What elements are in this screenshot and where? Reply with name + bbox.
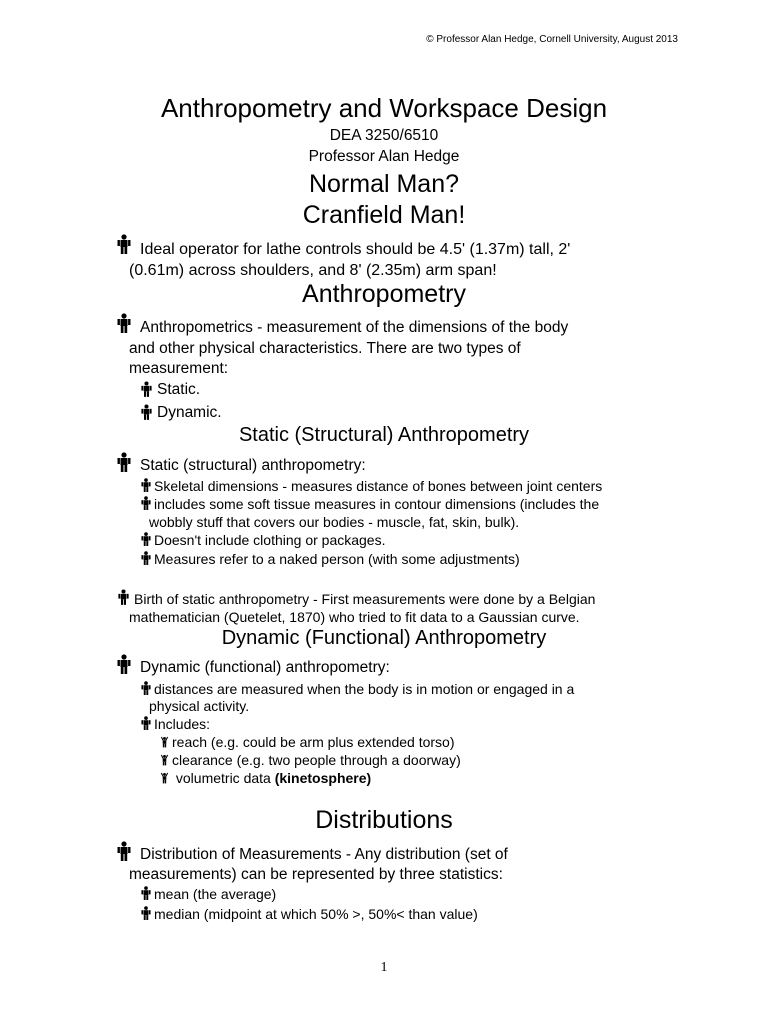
page-title: Anthropometry and Workspace Design: [160, 93, 608, 123]
distribution-mean: mean (the average): [154, 886, 277, 902]
sub-bullet-person-icon: [141, 532, 151, 551]
includes-clearance: clearance (e.g. two people through a doorway): [172, 752, 461, 768]
page-number: 1: [380, 960, 388, 975]
kinetosphere-term: (kinetosphere): [274, 770, 372, 786]
professor-name: Professor Alan Hedge: [308, 148, 460, 165]
heading-cranfield-man: Cranfield Man!: [302, 201, 466, 229]
bullet-person-icon: [117, 234, 131, 260]
volumetric-text: volumetric data: [172, 770, 275, 786]
heading-anthropometry: Anthropometry: [302, 280, 466, 308]
raised-arms-person-icon: [160, 753, 169, 771]
heading-normal-man: Normal Man?: [308, 170, 460, 198]
static-sub-soft-tissue-line-1: includes some soft tissue measures in contour dimensions (includes the: [154, 496, 600, 512]
cranfield-line-1: Ideal operator for lathe controls should be 4.5' (1.37m) tall, 2': [140, 241, 571, 258]
dynamic-sub-distances-line-2: physical activity.: [149, 698, 250, 714]
dynamic-sub-includes: Includes:: [154, 716, 211, 732]
anthropometrics-line-2: and other physical characteristics. There are two types of: [129, 340, 521, 357]
sub-bullet-person-icon: [141, 551, 151, 570]
raised-arms-person-icon: [160, 735, 169, 753]
bullet-person-icon: [117, 841, 131, 866]
anthropometrics-line-3: measurement:: [129, 360, 229, 377]
anthropometrics-line-1: Anthropometrics - measurement of the dimensions of the body: [140, 319, 569, 336]
type-dynamic: Dynamic.: [157, 404, 222, 421]
static-bullet: Static (structural) anthropometry:: [140, 457, 366, 474]
bullet-person-icon: [117, 313, 131, 338]
distributions-line-1: Distribution of Measurements - Any distribution (set of: [140, 846, 508, 863]
sub-bullet-person-icon: [141, 381, 152, 402]
heading-dynamic: Dynamic (Functional) Anthropometry: [221, 627, 547, 649]
includes-volumetric: [172, 769, 371, 787]
course-code: DEA 3250/6510: [329, 127, 439, 144]
bullet-person-icon: [117, 452, 131, 477]
sub-bullet-person-icon: [141, 886, 151, 905]
heading-distributions: Distributions: [315, 806, 453, 834]
static-sub-skeletal: Skeletal dimensions - measures distance of bones between joint centers: [154, 478, 603, 494]
distribution-median: median (midpoint at which 50% >, 50%< than value): [154, 906, 478, 922]
includes-reach: reach (e.g. could be arm plus extended torso): [172, 734, 455, 750]
static-sub-naked-person: Measures refer to a naked person (with some adjustments): [154, 551, 520, 567]
distributions-line-2: measurements) can be represented by three statistics:: [129, 866, 503, 883]
type-static: Static.: [157, 381, 201, 398]
cranfield-line-2: (0.61m) across shoulders, and 8' (2.35m) arm span!: [129, 262, 497, 279]
birth-static-line-2: mathematician (Quetelet, 1870) who tried to fit data to a Gaussian curve.: [129, 609, 580, 625]
bullet-person-icon: [117, 654, 131, 679]
bullet-person-icon: [118, 589, 129, 610]
copyright-header: © Professor Alan Hedge, Cornell University, August 2013: [426, 34, 678, 45]
birth-static-line-1: Birth of static anthropometry - First measurements were done by a Belgian: [134, 591, 596, 607]
dynamic-bullet: Dynamic (functional) anthropometry:: [140, 659, 390, 676]
heading-static: Static (Structural) Anthropometry: [238, 424, 530, 446]
sub-bullet-person-icon: [141, 404, 152, 425]
static-sub-soft-tissue-line-2: wobbly stuff that covers our bodies - muscle, fat, skin, bulk).: [149, 514, 520, 530]
sub-bullet-person-icon: [141, 716, 151, 735]
static-sub-clothing: Doesn't include clothing or packages.: [154, 532, 386, 548]
dynamic-sub-distances-line-1: distances are measured when the body is in motion or engaged in a: [154, 681, 575, 697]
raised-arms-person-icon: [160, 771, 169, 789]
sub-bullet-person-icon: [141, 478, 151, 497]
sub-bullet-person-icon: [141, 906, 151, 925]
